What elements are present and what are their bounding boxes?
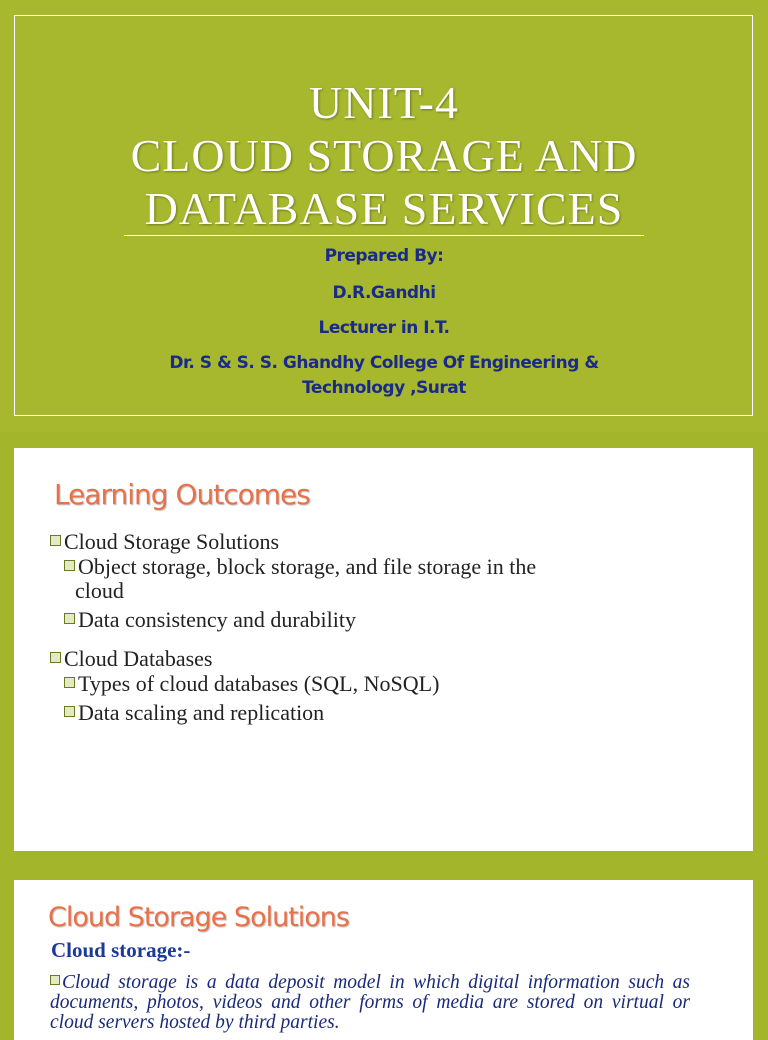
- slide-title: [0, 76, 768, 235]
- title-line-1: UNIT-4: [309, 77, 459, 128]
- title-line-3: DATABASE SERVICES: [144, 183, 624, 234]
- title-line-2: CLOUD STORAGE AND: [130, 130, 638, 181]
- list-item: Cloud Storage Solutions: [50, 530, 279, 554]
- square-bullet-icon: [64, 613, 75, 624]
- list-item: Object storage, block storage, and file storage in the: [64, 555, 536, 579]
- title-divider: [124, 235, 644, 236]
- square-bullet-icon: [50, 975, 60, 985]
- institution-line-1: Dr. S & S. S. Ghandhy College Of Engineering &: [169, 353, 599, 373]
- cloud-storage-body: Cloud storage is a data deposit model in which digital information such as documents, photos, videos and other forms of media are stored on virtual or cloud servers hosted by third parties.: [50, 972, 690, 1033]
- square-bullet-icon: [64, 677, 75, 688]
- cloud-storage-slide: [14, 880, 753, 1040]
- cloud-storage-title: Cloud Storage Solutions: [48, 902, 349, 933]
- list-item-continuation: cloud: [75, 578, 124, 603]
- institution-line-2: Technology ,Surat: [302, 378, 466, 398]
- author-name: D.R.Gandhi: [332, 283, 436, 303]
- list-item: Data scaling and replication: [64, 701, 324, 725]
- title-slide: [0, 0, 768, 432]
- list-item: Data consistency and durability: [64, 608, 356, 632]
- list-item: Types of cloud databases (SQL, NoSQL): [64, 672, 439, 696]
- prepared-by-label: Prepared By:: [324, 246, 444, 266]
- learning-outcomes-title: Learning Outcomes: [54, 478, 310, 511]
- square-bullet-icon: [64, 560, 75, 571]
- list-item: Cloud Databases: [50, 647, 212, 671]
- square-bullet-icon: [50, 535, 61, 546]
- author-role: Lecturer in I.T.: [318, 318, 450, 338]
- square-bullet-icon: [64, 706, 75, 717]
- learning-outcomes-slide: [14, 448, 753, 851]
- square-bullet-icon: [50, 652, 61, 663]
- cloud-storage-subtitle: Cloud storage:-: [51, 938, 191, 962]
